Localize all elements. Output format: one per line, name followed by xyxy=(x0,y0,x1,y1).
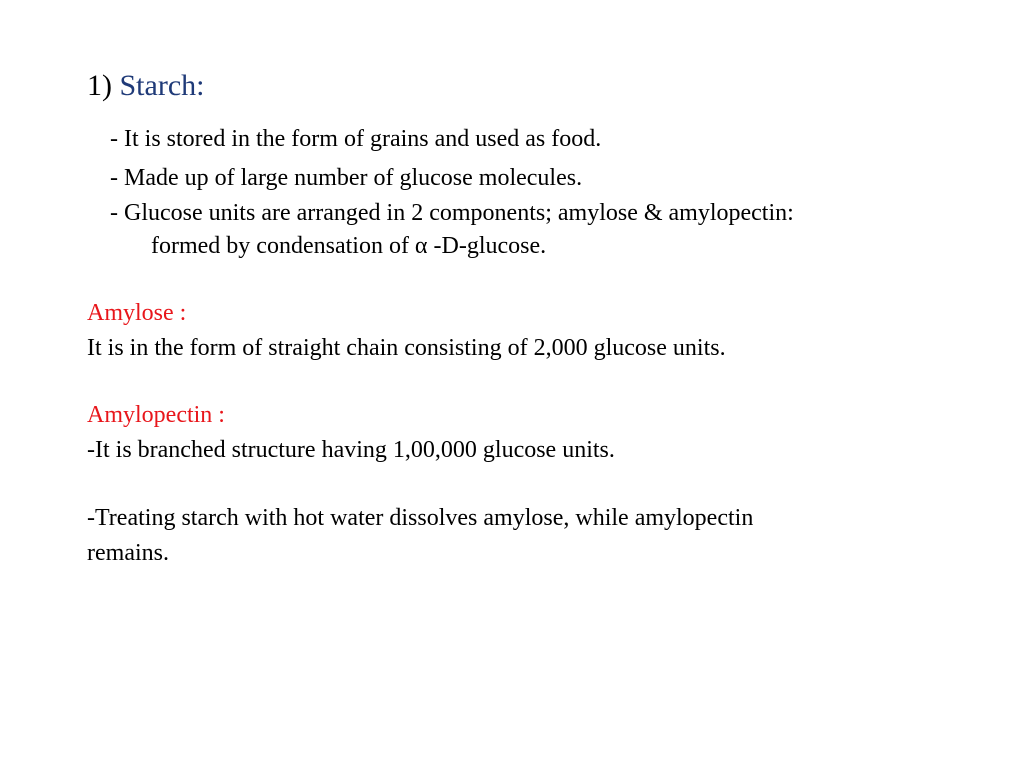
amylopectin-description: -It is branched structure having 1,00,000 glucose units. xyxy=(87,437,615,463)
section-number: 1) xyxy=(87,69,112,102)
amylopectin-heading: Amylopectin : xyxy=(87,402,225,428)
treatment-line-1: -Treating starch with hot water dissolves amylose, while amylopectin xyxy=(87,505,754,531)
section-heading xyxy=(87,68,204,104)
bullet-components-continued: formed by condensation of α -D-glucose. xyxy=(151,233,547,259)
amylose-description: It is in the form of straight chain consisting of 2,000 glucose units. xyxy=(87,335,726,361)
bullet-composition: - Made up of large number of glucose molecules. xyxy=(110,165,583,191)
bullet-storage: - It is stored in the form of grains and used as food. xyxy=(110,126,602,152)
section-title: Starch: xyxy=(119,69,205,102)
bullet-components: - Glucose units are arranged in 2 components; amylose & amylopectin: xyxy=(110,200,794,226)
amylose-heading: Amylose : xyxy=(87,300,187,326)
treatment-line-2: remains. xyxy=(87,540,169,566)
